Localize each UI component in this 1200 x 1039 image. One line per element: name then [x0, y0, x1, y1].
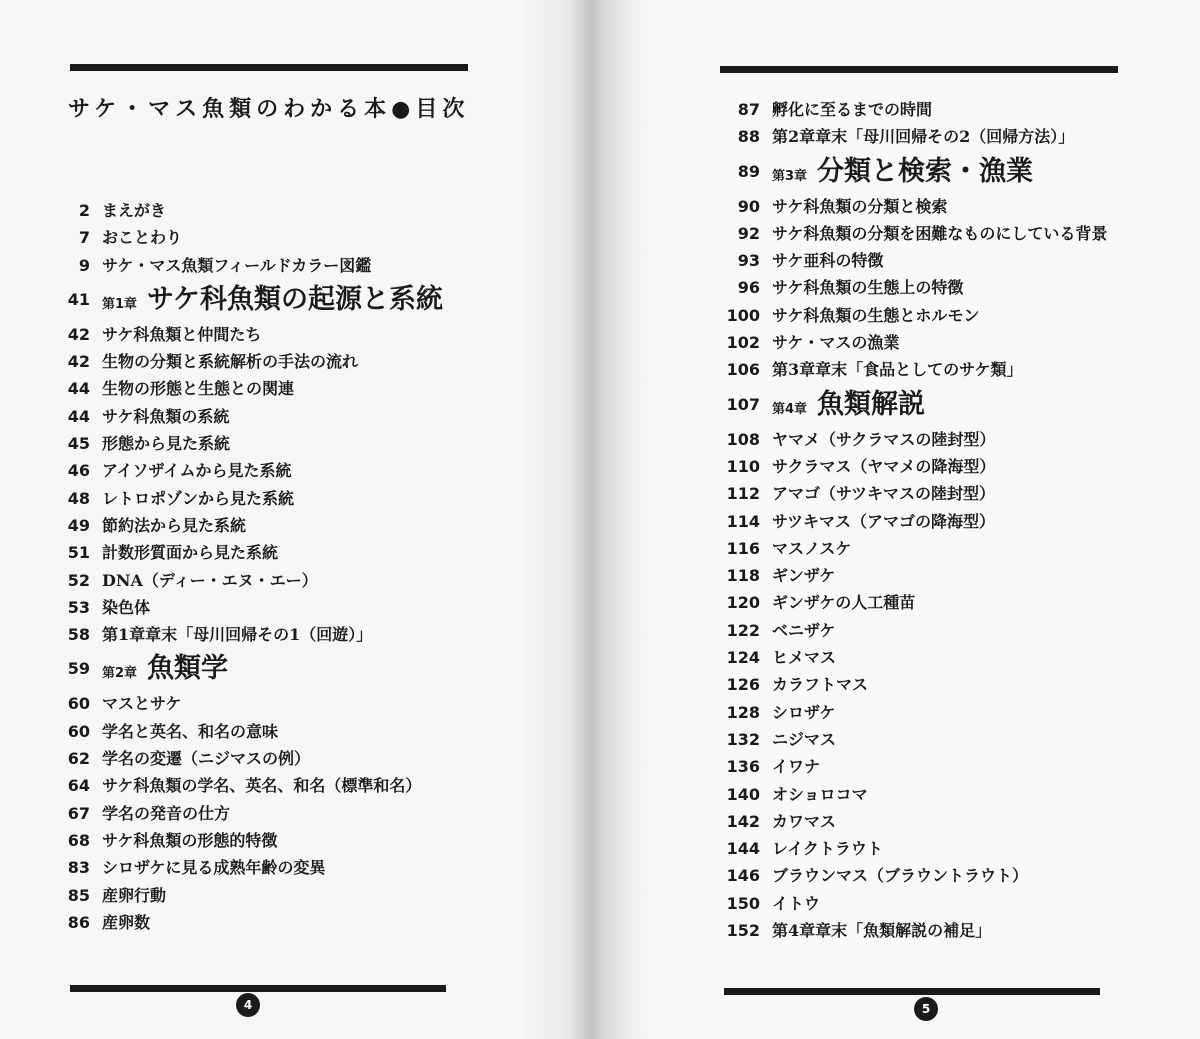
toc-page-number: 41: [67, 289, 90, 309]
toc-page-number: 150: [726, 893, 760, 913]
toc-page-number: 112: [726, 484, 760, 504]
chapter-title: 分類と検索・漁業: [817, 155, 1034, 187]
toc-page-number: 60: [67, 721, 90, 741]
toc-entry-title: シロザケに見る成熟年齢の変異: [102, 858, 326, 878]
toc-entry-title: マスノスケ: [772, 538, 852, 558]
toc-page-number: 107: [726, 394, 760, 414]
toc-entry-title: シロザケ: [772, 702, 836, 722]
toc-entry: [737, 247, 1107, 274]
toc-entry-title: 生物の形態と生態との関連: [102, 379, 295, 399]
toc-entry: [726, 356, 1107, 383]
toc-page-number: 144: [726, 839, 760, 859]
toc-entry-title: 計数形質面から見た系統: [102, 543, 279, 563]
toc-entry: [67, 348, 443, 375]
toc-entry-title: 第2章章末「母川回帰その2（回帰方法）」: [772, 127, 1075, 147]
toc-page-number: 86: [67, 912, 90, 932]
toc-entry: [67, 512, 443, 539]
toc-entry: [67, 567, 443, 594]
toc-entry: [726, 726, 1107, 753]
toc-entry-title: サケ科魚類の系統: [102, 406, 230, 426]
toc-page-number: 142: [726, 811, 760, 831]
toc-entry-title: アイソザイムから見た系統: [102, 461, 292, 481]
toc-entry-title: 産卵行動: [102, 885, 167, 905]
toc-entry-title: サクラマス（ヤマメの降海型）: [772, 456, 996, 476]
toc-entry: [737, 96, 1107, 123]
right-page: [590, 0, 1200, 1039]
toc-entry-title: 第3章章末「食品としてのサケ類」: [772, 360, 1023, 380]
toc-entry: [726, 302, 1107, 329]
chapter-title: サケ科魚類の起源と系統: [147, 283, 443, 315]
toc-page-number: 126: [726, 675, 760, 695]
toc-page-number: 68: [67, 830, 90, 850]
toc-entry-title: サツキマス（アマゴの降海型）: [772, 511, 996, 531]
toc-entry-title: サケ科魚類と仲間たち: [102, 324, 262, 344]
toc-page-number: 108: [726, 429, 760, 449]
toc-entry-title: 学名の変遷（ニジマスの例）: [102, 749, 311, 769]
toc-entry-title: サケ科魚類の生態上の特徴: [772, 278, 964, 298]
toc-chapter-heading: [67, 648, 443, 690]
toc-entry: [67, 909, 443, 936]
toc-entry: [726, 699, 1107, 726]
toc-page-number: 7: [78, 228, 90, 248]
toc-page-number: 152: [726, 921, 760, 941]
toc-entry: [726, 508, 1107, 535]
toc-entry-title: ニジマス: [772, 729, 837, 749]
toc-entry: [67, 690, 443, 717]
toc-page-number: 44: [67, 406, 90, 426]
toc-page-number: 122: [726, 620, 760, 640]
toc-entry: [726, 753, 1107, 780]
toc-entry: [737, 274, 1107, 301]
toc-entry: [726, 835, 1107, 862]
toc-page-number: 42: [67, 324, 90, 344]
toc-page-number: 49: [67, 515, 90, 535]
toc-entry-title: サケ科魚類の分類を困難なものにしている背景: [772, 223, 1108, 243]
toc-entry: [67, 827, 443, 854]
toc-entry-title: 学名の発音の仕方: [102, 803, 231, 823]
toc-page-number: 93: [737, 251, 760, 271]
toc-entry-title: イトウ: [772, 893, 821, 913]
toc-page-number: 140: [726, 784, 760, 804]
toc-page-number: 51: [67, 543, 90, 563]
toc-entry-title: おことわり: [102, 228, 183, 248]
toc-entry-title: ギンザケの人工種苗: [772, 593, 916, 613]
toc-entry: [78, 224, 443, 251]
toc-entry-title: ヒメマス: [772, 648, 837, 668]
toc-page-number: 102: [726, 333, 760, 353]
toc-page-number: 83: [67, 858, 90, 878]
toc-page-number: 42: [67, 352, 90, 372]
toc-entry: [726, 535, 1107, 562]
toc-entry: [726, 862, 1107, 889]
toc-entry-title: ギンザケ: [772, 566, 836, 586]
toc-entry-title: 染色体: [102, 597, 151, 617]
toc-page-number: 106: [726, 360, 760, 380]
toc-entry: [726, 480, 1107, 507]
toc-entry-title: マスとサケ: [102, 694, 182, 714]
toc-entry-title: アマゴ（サツキマスの陸封型）: [772, 484, 996, 504]
toc-entry: [78, 252, 443, 279]
toc-page-number: 89: [737, 161, 760, 181]
toc-page-number: 60: [67, 694, 90, 714]
toc-entry: [726, 589, 1107, 616]
toc-page-number: 128: [726, 702, 760, 722]
toc-entry: [67, 800, 443, 827]
chapter-title: 魚類学: [147, 653, 229, 685]
chapter-label: 第4章: [772, 401, 808, 417]
chapter-label: 第3章: [772, 168, 808, 184]
toc-entry: [67, 854, 443, 881]
toc-entry: [67, 485, 443, 512]
toc-entry-title: カラフトマス: [772, 675, 869, 695]
toc-page-number: 116: [726, 538, 760, 558]
toc-page-number: 120: [726, 593, 760, 613]
toc-page-number: 85: [67, 885, 90, 905]
toc-entry: [67, 882, 443, 909]
toc-entry: [737, 220, 1108, 247]
toc-entry-title: オショロコマ: [772, 784, 868, 804]
page-number: 4: [236, 993, 260, 1017]
toc-entry-title: サケ・マスの漁業: [772, 333, 900, 353]
toc-entry: [67, 718, 443, 745]
toc-entry: [726, 426, 1107, 453]
toc-entry: [726, 917, 1107, 944]
toc-entry-title: レイクトラウト: [772, 839, 883, 859]
toc-page-number: 53: [67, 597, 90, 617]
toc-entry-title: 孵化に至るまでの時間: [772, 100, 933, 119]
toc-page-number: 114: [726, 511, 760, 531]
toc-entry-title: イワナ: [772, 757, 821, 777]
chapter-label: 第2章: [102, 666, 138, 682]
toc-page-number: 2: [78, 201, 90, 220]
chapter-label: 第1章: [102, 296, 138, 312]
toc-entry-title: サケ亜科の特徴: [772, 251, 884, 271]
toc-page-number: 64: [67, 776, 90, 796]
toc-entry: [67, 375, 443, 402]
toc-entry: [67, 621, 443, 648]
toc-page-number: 124: [726, 648, 760, 668]
top-rule: [720, 66, 1118, 73]
toc-page-number: 45: [67, 434, 90, 454]
toc-entry-title: サケ科魚類の分類と検索: [772, 196, 948, 216]
toc-entry: [67, 745, 443, 772]
toc-entry: [67, 430, 443, 457]
top-rule: [70, 64, 468, 71]
toc-entry: [67, 594, 443, 621]
toc-page-number: 59: [67, 659, 90, 679]
toc-entry-title: DNA（ディー・エヌ・エー）: [102, 570, 318, 590]
toc-entry-title: 第4章章末「魚類解説の補足」: [772, 921, 992, 941]
toc-entry-title: ブラウンマス（ブラウントラウト）: [772, 866, 1029, 886]
toc-page-number: 96: [737, 278, 760, 298]
toc-page-number: 62: [67, 749, 90, 769]
toc-page-number: 88: [737, 127, 760, 147]
toc-entry-title: 学名と英名、和名の意味: [102, 721, 279, 741]
toc-page-number: 87: [737, 100, 760, 119]
toc-list-left: [67, 197, 443, 936]
toc-entry: [726, 617, 1107, 644]
toc-entry-title: 第1章章末「母川回帰その1（回遊）」: [102, 625, 373, 645]
toc-page-number: 92: [737, 223, 760, 243]
toc-page-number: 90: [737, 196, 760, 216]
toc-entry-title: カワマス: [772, 811, 837, 831]
toc-entry: [726, 562, 1107, 589]
toc-chapter-heading: [726, 384, 1107, 426]
toc-entry: [737, 123, 1107, 150]
toc-chapter-heading: [737, 151, 1107, 193]
toc-entry: [78, 197, 443, 224]
left-page: [0, 0, 590, 1039]
toc-page-number: 118: [726, 566, 760, 586]
toc-entry-title: 産卵数: [102, 912, 151, 932]
toc-entry-title: サケ科魚類の学名、英名、和名（標準和名）: [102, 776, 422, 796]
toc-entry-title: 生物の分類と系統解析の手法の流れ: [102, 352, 359, 372]
toc-entry-title: ヤマメ（サクラマスの陸封型）: [772, 429, 996, 449]
toc-entry-title: サケ科魚類の生態とホルモン: [772, 305, 980, 325]
toc-page-number: 136: [726, 757, 760, 777]
toc-entry-title: 形態から見た系統: [102, 434, 231, 454]
toc-entry: [67, 321, 443, 348]
toc-entry: [67, 539, 443, 566]
toc-entry-title: レトロポゾンから見た系統: [102, 488, 295, 508]
toc-entry-title: まえがき: [102, 201, 167, 220]
toc-page-number: 58: [67, 625, 90, 645]
toc-page-number: 52: [67, 570, 90, 590]
toc-entry: [726, 890, 1107, 917]
toc-entry-title: ベニザケ: [772, 620, 836, 640]
toc-entry: [67, 403, 443, 430]
toc-entry-title: 節約法から見た系統: [102, 515, 247, 535]
toc-page-number: 100: [726, 305, 760, 325]
toc-entry: [726, 329, 1107, 356]
toc-entry: [726, 453, 1107, 480]
toc-page-number: 48: [67, 488, 90, 508]
toc-entry: [67, 457, 443, 484]
toc-page-number: 146: [726, 866, 760, 886]
toc-entry-title: サケ・マス魚類フィールドカラー図鑑: [102, 255, 372, 275]
toc-page-number: 9: [78, 255, 90, 275]
toc-entry: [726, 644, 1107, 671]
toc-entry: [726, 781, 1107, 808]
toc-entry: [726, 808, 1107, 835]
toc-page-number: 67: [67, 803, 90, 823]
bottom-rule: [724, 988, 1100, 995]
page-title: サケ・マス魚類のわかる本●目次: [68, 97, 470, 122]
toc-entry: [737, 193, 1107, 220]
chapter-title: 魚類解説: [817, 388, 926, 420]
page-number: 5: [914, 997, 938, 1021]
toc-page-number: 46: [67, 461, 90, 481]
toc-chapter-heading: [67, 279, 443, 321]
bottom-rule: [70, 985, 446, 992]
toc-entry: [67, 772, 443, 799]
toc-page-number: 110: [726, 456, 760, 476]
toc-list-right: [726, 96, 1108, 944]
toc-entry-title: サケ科魚類の形態的特徴: [102, 830, 278, 850]
toc-page-number: 132: [726, 729, 760, 749]
toc-page-number: 44: [67, 379, 90, 399]
toc-entry: [726, 671, 1107, 698]
